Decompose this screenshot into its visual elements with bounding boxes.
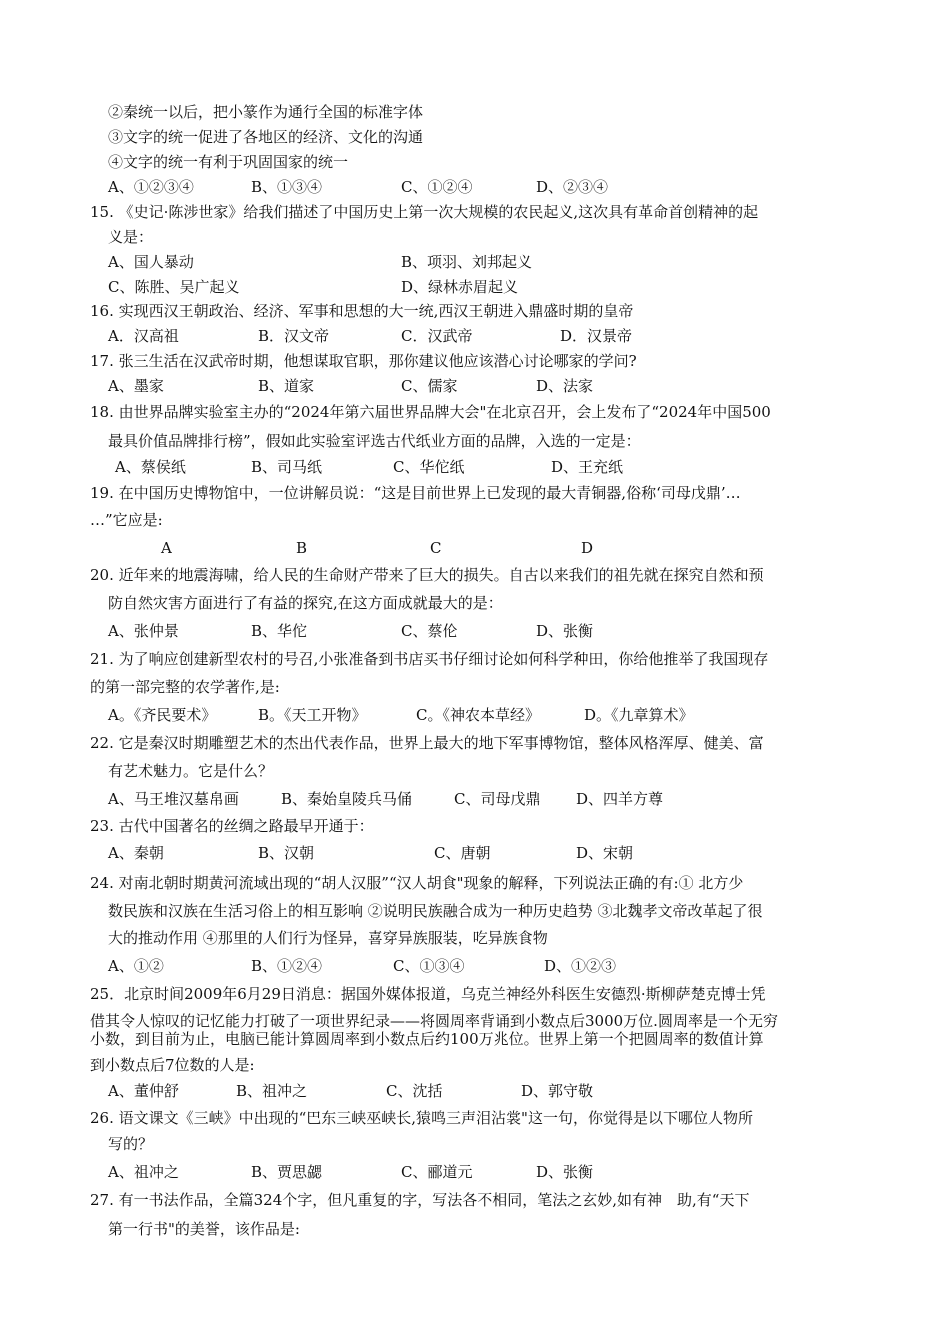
q18-option-b: B、司马纸 xyxy=(251,458,323,476)
q24-option-d: D、①②③ xyxy=(544,957,617,975)
q20-option-b: B、华佗 xyxy=(251,622,308,640)
q18-option-c: C、华佗纸 xyxy=(393,458,465,476)
q14-statement-3: ③文字的统一促进了各地区的经济、文化的沟通 xyxy=(108,128,424,146)
q25-stem-line3: 小数，到目前为止，电脑已能计算圆周率到小数点后约100万兆位。世界上第一个把圆周率的数值计算 xyxy=(90,1030,764,1048)
q17-option-b: B、道家 xyxy=(258,377,315,395)
q18-option-a: A、蔡侯纸 xyxy=(115,458,186,476)
q23-option-b: B、汉朝 xyxy=(258,844,315,862)
q14-option-b: B、①③④ xyxy=(251,178,323,196)
q23-option-d: D、宋朝 xyxy=(576,844,634,862)
q17-option-a: A、墨家 xyxy=(108,377,164,395)
q16-stem-line1: 16. 实现西汉王朝政治、经济、军事和思想的大一统,西汉王朝进入鼎盛时期的皇帝 xyxy=(90,302,634,320)
q15-option-a: A、国人暴动 xyxy=(108,253,194,271)
q26-option-b: B、贾思勰 xyxy=(251,1163,323,1181)
q18-stem-line1: 18. 由世界品牌实验室主办的“2024年第六届世界品牌大会"在北京召开，会上发布了“2024年中国500 xyxy=(90,403,771,421)
q20-stem-line2: 防自然灾害方面进行了有益的探究,在这方面成就最大的是： xyxy=(108,594,503,612)
q14-statement-2: ②秦统一以后，把小篆作为通行全国的标准字体 xyxy=(108,103,424,121)
q24-stem-line3: 大的推动作用 ④那里的人们行为怪异，喜穿异族服装，吃异族食物 xyxy=(108,929,548,947)
q21-stem-line1: 21. 为了响应创建新型农村的号召,小张准备到书店买书仔细讨论如何科学种田，你给他推举了我国现存 xyxy=(90,650,769,668)
q16-option-d: D．汉景帝 xyxy=(560,327,633,345)
q21-option-b: B。《天工开物》 xyxy=(258,706,367,724)
q19-stem-line2: …”它应是: xyxy=(90,511,163,529)
q18-option-d: D、王充纸 xyxy=(551,458,624,476)
q14-option-d: D、②③④ xyxy=(536,178,609,196)
q15-option-b: B、项羽、刘邦起义 xyxy=(401,253,533,271)
q26-option-d: D、张衡 xyxy=(536,1163,594,1181)
q17-stem-line1: 17. 张三生活在汉武帝时期，他想谋取官职，那你建议他应该潜心讨论哪家的学问? xyxy=(90,352,637,370)
q26-stem-line1: 26. 语文课文《三峡》中出现的“巴东三峡巫峡长,猿鸣三声泪沾裳"这一句，你觉得是以下哪位人物所 xyxy=(90,1109,753,1127)
q19-option-a: A xyxy=(161,539,172,557)
q22-stem-line1: 22. 它是秦汉时期雕塑艺术的杰出代表作品，世界上最大的地下军事博物馆，整体风格浑厚、健美、富 xyxy=(90,734,764,752)
q25-option-b: B、祖冲之 xyxy=(236,1082,308,1100)
q22-option-b: B、秦始皇陵兵马俑 xyxy=(281,790,413,808)
q17-option-c: C、儒家 xyxy=(401,377,458,395)
q20-stem-line1: 20. 近年来的地震海啸，给人民的生命财产带来了巨大的损失。自古以来我们的祖先就在探究自然和预 xyxy=(90,566,764,584)
q21-option-d: D。《九章算术》 xyxy=(584,706,694,724)
q15-stem-line1: 15. 《史记·陈涉世家》给我们描述了中国历史上第一次大规模的农民起义,这次具有革命首创精神的起 xyxy=(90,203,759,221)
q14-statement-4: ④文字的统一有利于巩固国家的统一 xyxy=(108,153,349,171)
q27-stem-line1: 27. 有一书法作品，全篇324个字，但凡重复的字，写法各不相同，笔法之玄妙,如有神 助,有“天下 xyxy=(90,1191,750,1209)
q25-stem-line2: 借其令人惊叹的记忆能力打破了一项世界纪录——将圆周率背诵到小数点后3000万位.圆周率是一个无穷 xyxy=(90,1012,778,1030)
q25-option-c: C、沈括 xyxy=(386,1082,443,1100)
q24-stem-line1: 24. 对南北朝时期黄河流域出现的“胡人汉服”“汉人胡食"现象的解释，下列说法正确的有:① 北方少 xyxy=(90,874,744,892)
q27-stem-line2: 第一行书"的美誉，该作品是: xyxy=(108,1220,300,1238)
q23-stem-line1: 23. 古代中国著名的丝绸之路最早开通于： xyxy=(90,817,374,835)
q17-option-d: D、法家 xyxy=(536,377,594,395)
q25-stem-line1: 25．北京时间2009年6月29日消息：据国外媒体报道，乌克兰神经外科医生安德烈·斯柳萨楚克博士凭 xyxy=(90,985,766,1003)
q20-option-d: D、张衡 xyxy=(536,622,594,640)
q19-stem-line1: 19. 在中国历史博物馆中，一位讲解员说：“这是目前世界上已发现的最大青铜器,俗称‘司母戊鼎’… xyxy=(90,484,741,502)
q25-stem-line4: 到小数点后7位数的人是: xyxy=(90,1056,255,1074)
q23-option-c: C、唐朝 xyxy=(434,844,491,862)
q26-option-a: A、祖冲之 xyxy=(108,1163,179,1181)
q20-option-c: C、蔡伦 xyxy=(401,622,458,640)
q22-option-a: A、马王堆汉墓帛画 xyxy=(108,790,239,808)
q21-stem-line2: 的第一部完整的农学著作,是: xyxy=(90,678,280,696)
q20-option-a: A、张仲景 xyxy=(108,622,179,640)
q23-option-a: A、秦朝 xyxy=(108,844,164,862)
q22-option-d: D、四羊方尊 xyxy=(576,790,664,808)
q19-option-b: B xyxy=(296,539,308,557)
q19-option-c: C xyxy=(430,539,442,557)
q21-option-c: C。《神农本草经》 xyxy=(416,706,540,724)
q24-option-a: A、①② xyxy=(108,957,164,975)
q15-stem-line2: 义是： xyxy=(108,228,154,246)
q24-option-b: B、①②④ xyxy=(251,957,323,975)
q21-option-a: A。《齐民要术》 xyxy=(108,706,217,724)
q15-option-c: C、陈胜、吴广起义 xyxy=(108,278,240,296)
q16-option-c: C．汉武帝 xyxy=(401,327,473,345)
q26-option-c: C、郦道元 xyxy=(401,1163,473,1181)
q26-stem-line2: 写的？ xyxy=(108,1135,154,1153)
q16-option-a: A．汉高祖 xyxy=(108,327,179,345)
q24-option-c: C、①③④ xyxy=(393,957,465,975)
q25-option-a: A、董仲舒 xyxy=(108,1082,179,1100)
q14-option-a: A、①②③④ xyxy=(108,178,194,196)
q25-option-d: D、郭守敬 xyxy=(521,1082,594,1100)
q22-stem-line2: 有艺术魅力。它是什么？ xyxy=(108,762,274,780)
q15-option-d: D、绿林赤眉起义 xyxy=(401,278,519,296)
q16-option-b: B．汉文帝 xyxy=(258,327,330,345)
q18-stem-line2: 最具价值品牌排行榜”，假如此实验室评选古代纸业方面的品牌，入选的一定是： xyxy=(108,432,641,450)
q14-option-c: C、①②④ xyxy=(401,178,473,196)
q24-stem-line2: 数民族和汉族在生活习俗上的相互影响 ②说明民族融合成为一种历史趋势 ③北魏孝文帝改革起了很 xyxy=(108,902,763,920)
q19-option-d: D xyxy=(581,539,594,557)
q22-option-c: C、司母戊鼎 xyxy=(454,790,541,808)
